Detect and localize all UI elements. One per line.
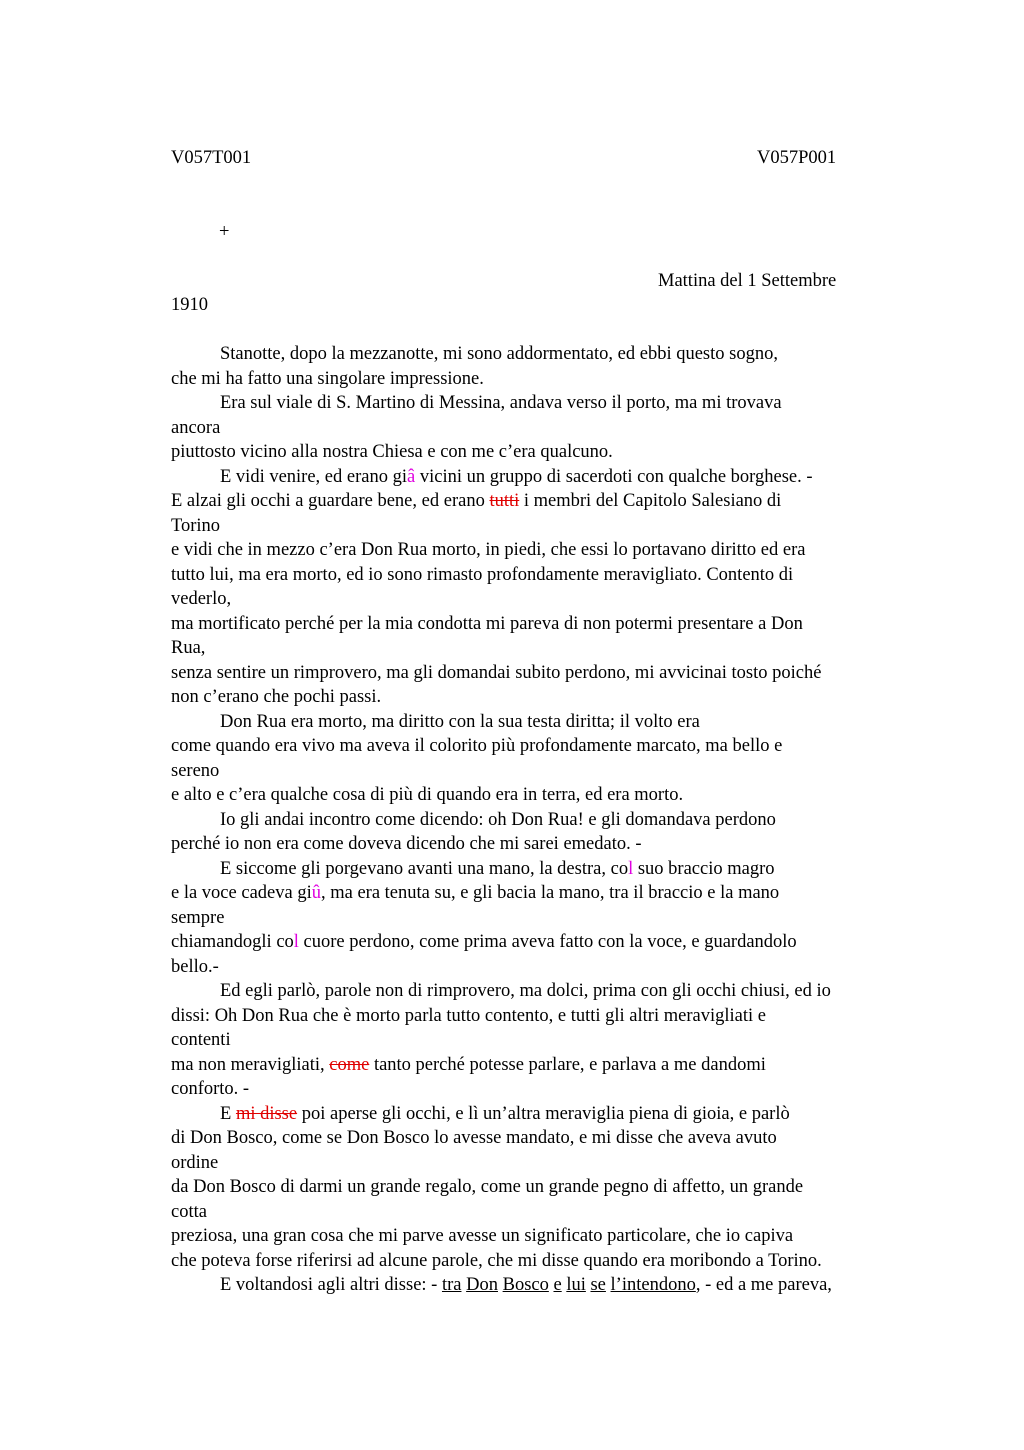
text-line: Stanotte, dopo la mezzanotte, mi sono addormentato, ed ebbi questo sogno, bbox=[220, 344, 778, 364]
text-line: sereno bbox=[171, 760, 220, 781]
text-line: conforto. - bbox=[171, 1079, 250, 1099]
text-line: vederlo, bbox=[171, 589, 232, 609]
text-line: ancora bbox=[171, 417, 221, 438]
text-line: tutto lui, ma era morto, ed io sono rimasto profondamente meravigliato. Contento di bbox=[171, 564, 794, 585]
text-line: bello.- bbox=[171, 956, 219, 977]
text-line: dissi: Oh Don Rua che è morto parla tutto contento, e tutti gli altri meravigliati e bbox=[171, 1005, 766, 1026]
cross-mark: + bbox=[219, 222, 230, 242]
right-document-code: V057P001 bbox=[757, 148, 837, 168]
text-line: e alto e c’era qualche cosa di più di quando era in terra, ed era morto. bbox=[171, 785, 684, 805]
text-line: piuttosto vicino alla nostra Chiesa e con me c’era qualcuno. bbox=[171, 442, 613, 462]
text-line: E alzai gli occhi a guardare bene, ed erano tutti i membri del Capitolo Salesiano di bbox=[171, 491, 782, 511]
inserted-text: û bbox=[311, 883, 321, 903]
text-line: E voltandosi agli altri disse: - tra Don Bosco e lui se l’intendono, - ed a me pareva, bbox=[220, 1275, 832, 1295]
text-line: Io gli andai incontro come dicendo: oh Don Rua! e gli domandava perdono bbox=[220, 809, 776, 830]
underlined-word: l’intendono bbox=[610, 1275, 696, 1295]
text-line: non c’erano che pochi passi. bbox=[171, 687, 382, 707]
text-line: che mi ha fatto una singolare impressione. bbox=[171, 368, 484, 389]
text-line: come quando era vivo ma aveva il colorito più profondamente marcato, ma bello e bbox=[171, 736, 783, 756]
text-line: e vidi che in mezzo c’era Don Rua morto, in piedi, che essi lo portavano diritto ed era bbox=[171, 540, 806, 560]
text-line: e la voce cadeva giû, ma era tenuta su, e gli bacia la mano, tra il braccio e la mano bbox=[171, 883, 780, 903]
text-line: Rua, bbox=[171, 638, 206, 658]
text-line: ordine bbox=[171, 1152, 219, 1173]
inserted-text: l bbox=[628, 858, 634, 879]
text-line: E siccome gli porgevano avanti una mano, la destra, col suo braccio magro bbox=[220, 858, 775, 879]
deleted-text: tutti bbox=[489, 491, 520, 511]
text-line: preziosa, una gran cosa che mi parve avesse un significato particolare, che io capiva bbox=[171, 1226, 794, 1246]
text-line: ma mortificato perché per la mia condotta mi pareva di non potermi presentare a Don bbox=[171, 613, 803, 634]
date-line: Mattina del 1 Settembre bbox=[658, 271, 837, 291]
text-line: Ed egli parlò, parole non di rimprovero, ma dolci, prima con gli occhi chiusi, ed io bbox=[220, 981, 831, 1001]
text-line: E mi disse poi aperse gli occhi, e lì un’altra meraviglia piena di gioia, e parlò bbox=[220, 1103, 790, 1124]
text-line: ma non meravigliati, come tanto perché potesse parlare, e parlava a me dandomi bbox=[171, 1054, 766, 1075]
text-line: contenti bbox=[171, 1030, 231, 1050]
underlined-word: tra bbox=[441, 1275, 462, 1295]
text-line: Torino bbox=[171, 515, 221, 536]
inserted-text: â bbox=[407, 466, 416, 487]
text-line: sempre bbox=[171, 907, 225, 928]
text-line: che poteva forse riferirsi ad alcune parole, che mi disse quando era moribondo a Torino. bbox=[171, 1250, 822, 1271]
deleted-text: mi disse bbox=[235, 1103, 298, 1124]
text-line: chiamandogli col cuore perdono, come prima aveva fatto con la voce, e guardandolo bbox=[171, 932, 797, 952]
underlined-word: e bbox=[553, 1275, 562, 1295]
text-line: di Don Bosco, come se Don Bosco lo avesse mandato, e mi disse che aveva avuto bbox=[171, 1128, 777, 1148]
left-document-code: V057T001 bbox=[171, 148, 252, 168]
inserted-text: l bbox=[293, 932, 299, 952]
text-line: Don Rua era morto, ma diritto con la sua testa diritta; il volto era bbox=[220, 711, 700, 732]
date-year: 1910 bbox=[171, 295, 208, 315]
text-line: perché io non era come doveva dicendo che mi sarei emedato. - bbox=[171, 834, 642, 854]
text-line: E vidi venire, ed erano giâ vicini un gruppo di sacerdoti con qualche borghese. - bbox=[220, 466, 813, 487]
text-line: cotta bbox=[171, 1201, 207, 1222]
text-line: senza sentire un rimprovero, ma gli domandai subito perdono, mi avvicinai tosto poiché bbox=[171, 662, 822, 683]
underlined-word: se bbox=[590, 1275, 606, 1295]
underlined-word: lui bbox=[566, 1275, 586, 1295]
underlined-word: Don bbox=[466, 1275, 498, 1295]
deleted-text: come bbox=[329, 1054, 370, 1075]
letter-body bbox=[171, 342, 931, 1298]
text-line: da Don Bosco di darmi un grande regalo, come un grande pegno di affetto, un grande bbox=[171, 1177, 804, 1197]
underlined-word: Bosco bbox=[502, 1275, 549, 1295]
text-line: Era sul viale di S. Martino di Messina, andava verso il porto, ma mi trovava bbox=[220, 393, 782, 413]
